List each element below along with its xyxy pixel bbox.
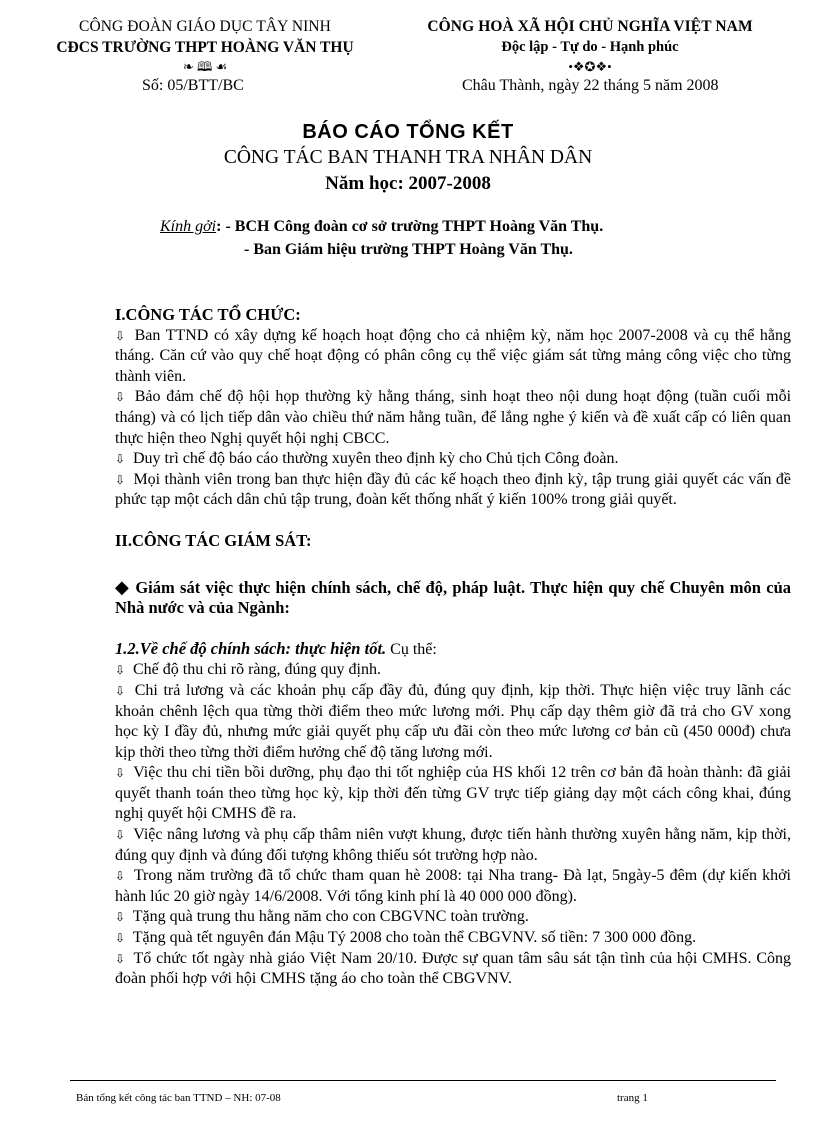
- list-item: [115, 949, 791, 990]
- list-item-text: Duy trì chế độ báo cáo thường xuyên theo định kỳ cho Chủ tịch Công đoàn.: [133, 450, 619, 468]
- recipient-line-2: - Ban Giám hiệu trường THPT Hoàng Văn Thụ.: [244, 241, 573, 258]
- down-arrow-icon: ⇩: [115, 472, 126, 487]
- star-ornament-icon: •❖✪❖•: [568, 59, 612, 74]
- report-body: [115, 305, 791, 990]
- section-2-bullet-text: Giám sát việc thực hiện chính sách, chế độ, pháp luật. Thực hiện quy chế Chuyên môn của Nhà nước và của Ngành:: [115, 577, 792, 618]
- list-item: [115, 470, 791, 511]
- footer-title: Bản tổng kết công tác ban TTND – NH: 07-08: [76, 1092, 281, 1104]
- national-motto: Độc lập - Tự do - Hạnh phúc: [501, 39, 679, 55]
- list-item-text: Tổ chức tốt ngày nhà giáo Việt Nam 20/10. Được sự quan tâm sâu sát tận tình của hội CMHS. Công đoàn phối hợp với hội CMHS tặng áo cho toàn thể CBGVNV.: [115, 949, 791, 988]
- section-2-title: II.CÔNG TÁC GIÁM SÁT:: [115, 530, 312, 550]
- down-arrow-icon: ⇩: [115, 328, 126, 343]
- down-arrow-icon: ⇩: [115, 683, 126, 698]
- section-2-list: [115, 660, 791, 990]
- header-right: [390, 16, 790, 76]
- recipient-line-1: [160, 218, 603, 236]
- page-number: trang 1: [617, 1092, 648, 1104]
- down-arrow-icon: ⇩: [115, 951, 126, 966]
- document-number: Số: 05/BTT/BC: [142, 77, 244, 94]
- list-item-text: Tặng quà trung thu hằng năm cho con CBGVNC toàn trường.: [132, 908, 529, 926]
- page-title: BÁO CÁO TỔNG KẾT: [302, 121, 514, 143]
- header-left: [45, 16, 365, 76]
- list-item: [115, 866, 791, 907]
- section-1-title: I.CÔNG TÁC TỔ CHỨC:: [115, 305, 301, 324]
- section-2-bullet: [115, 578, 791, 619]
- list-item: [115, 763, 791, 825]
- down-arrow-icon: ⇩: [115, 663, 126, 678]
- book-ornament-icon: ❧ 🕮 ☙: [182, 59, 228, 74]
- national-title: CÔNG HOÀ XÃ HỘI CHỦ NGHĨA VIỆT NAM: [427, 18, 753, 35]
- down-arrow-icon: ⇩: [115, 910, 126, 925]
- down-arrow-icon: ⇩: [115, 869, 126, 884]
- list-item: [115, 449, 791, 470]
- down-arrow-icon: ⇩: [115, 390, 126, 405]
- subsection-heading: [115, 639, 791, 661]
- footer-divider: [70, 1080, 776, 1081]
- down-arrow-icon: ⇩: [115, 931, 126, 946]
- list-item: [115, 907, 791, 928]
- down-arrow-icon: ⇩: [115, 828, 126, 843]
- diamond-bullet-icon: ◆: [115, 576, 131, 598]
- section-1-list: [115, 326, 791, 511]
- list-item-text: Việc nâng lương và phụ cấp thâm niên vượt khung, được tiến hành thường xuyên hằng năm, kịp thời, đúng quy định và đúng đối tượng không thiếu sót trường hợp nào.: [115, 826, 792, 864]
- page-subtitle: CÔNG TÁC BAN THANH TRA NHÂN DÂN: [223, 147, 593, 168]
- list-item: [115, 681, 791, 763]
- list-item-text: Việc thu chi tiền bồi dưỡng, phụ đạo thi tốt nghiệp của HS khối 12 trên cơ bản đã hoàn thành: đã giải quyết thanh toán theo từng học kỳ, kịp thời đến từng GV trực tiếp giảng dạy một cách công khai, đúng nghị quyết hội CMHS đề ra.: [115, 764, 791, 823]
- list-item: [115, 326, 791, 388]
- school-year: Năm học: 2007-2008: [325, 173, 491, 194]
- list-item-text: Chi trả lương và các khoản phụ cấp đầy đủ, đúng quy định, kịp thời. Thực hiện việc truy lãnh các khoản chênh lệch qua từng thời điểm theo mức lương mới. Phụ cấp dạy thêm giờ đã trả cho GV xong học kỳ I đầy đủ, nhưng mức giải quyết phụ cấp ưu đãi còn theo mức lương cơ bản cũ (450 000đ) chưa kịp thời theo từng thời điểm hưởng chế độ tăng lương mới.: [115, 681, 792, 761]
- list-item: [115, 825, 791, 866]
- title-block: [0, 119, 816, 197]
- school-union-name: CĐCS TRƯỜNG THPT HOÀNG VĂN THỤ: [56, 39, 354, 56]
- list-item-text: Bảo đảm chế độ hội họp thường kỳ hằng tháng, sinh hoạt theo nội dung hoạt động (tuần cuối mỗi tháng) và có lịch tiếp dân vào chiều thứ năm hằng tuần, để lắng nghe ý kiến và đề xuất cấp có liên quan thực hiện theo Nghị quyết hội nghị CBCC.: [115, 388, 792, 447]
- list-item-text: Chế độ thu chi rõ ràng, đúng quy định.: [133, 661, 381, 679]
- list-item: [115, 387, 791, 449]
- subsection-tail: Cụ thể:: [386, 640, 437, 658]
- list-item-text: Trong năm trường đã tổ chức tham quan hè 2008: tại Nha trang- Đà lạt, 5ngày-5 đêm (dự kiến khởi hành lúc 20 giờ ngày 14/6/2008. Với tổng kinh phí là 40 000 000 đồng).: [115, 867, 791, 905]
- list-item: [115, 928, 791, 949]
- down-arrow-icon: ⇩: [115, 766, 126, 781]
- recipient-label: Kính gởi: [160, 218, 217, 235]
- down-arrow-icon: ⇩: [115, 452, 126, 467]
- place-date: Châu Thành, ngày 22 tháng 5 năm 2008: [462, 77, 719, 94]
- list-item-text: Mọi thành viên trong ban thực hiện đầy đủ các kế hoạch theo định kỳ, tập trung giải quyết các vấn đề phức tạp một cách dân chủ tập trung, đoàn kết thống nhất ý kiến 100% trong giải quyết.: [115, 470, 791, 509]
- list-item: [115, 660, 791, 681]
- list-item-text: Tặng quà tết nguyên đán Mậu Tý 2008 cho toàn thể CBGVNV. số tiền: 7 300 000 đồng.: [132, 929, 697, 947]
- recipient-1: : - BCH Công đoàn cơ sở trường THPT Hoàng Văn Thụ.: [216, 218, 604, 235]
- list-item-text: Ban TTND có xây dựng kế hoạch hoạt động cho cả nhiệm kỳ, năm học 2007-2008 và cụ thể hằng tháng. Căn cứ vào quy chế hoạt động có phân công cụ thể việc giám sát từng mảng công việc cho từng thành viên.: [115, 326, 792, 385]
- union-name: CÔNG ĐOÀN GIÁO DỤC TÂY NINH: [79, 18, 331, 35]
- subsection-title: 1.2.Về chế độ chính sách: thực hiện tốt.: [115, 638, 387, 658]
